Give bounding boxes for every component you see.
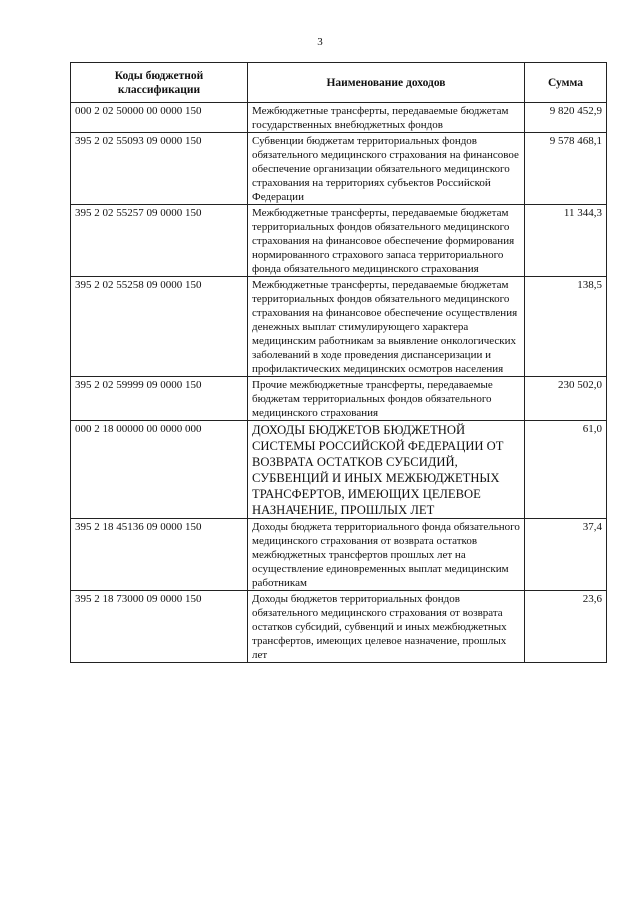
row-sum: 9 578 468,1 — [525, 133, 607, 205]
table-header-row — [71, 63, 607, 103]
row-code: 395 2 18 45136 09 0000 150 — [71, 519, 248, 591]
row-name: ДОХОДЫ БЮДЖЕТОВ БЮДЖЕТНОЙ СИСТЕМЫ РОССИЙСКОЙ ФЕДЕРАЦИИ ОТ ВОЗВРАТА ОСТАТКОВ СУБСИДИЙ, СУБВЕНЦИЙ И ИНЫХ МЕЖБЮДЖЕТНЫХ ТРАНСФЕРТОВ, ИМЕЮЩИХ ЦЕЛЕВОЕ НАЗНАЧЕНИЕ, ПРОШЛЫХ ЛЕТ — [248, 421, 525, 519]
row-name: Межбюджетные трансферты, передаваемые бюджетам территориальных фондов обязательного медицинского страхования на финансовое обеспечение формирования нормированного страхового запаса территориального фонда обязательного медицинского страхования — [248, 205, 525, 277]
row-code: 395 2 18 73000 09 0000 150 — [71, 591, 248, 663]
row-code: 000 2 02 50000 00 0000 150 — [71, 103, 248, 133]
row-name: Межбюджетные трансферты, передаваемые бюджетам государственных внебюджетных фондов — [248, 103, 525, 133]
header-code: Коды бюджетной классификации — [71, 63, 248, 103]
row-code: 395 2 02 59999 09 0000 150 — [71, 377, 248, 421]
row-code: 395 2 02 55093 09 0000 150 — [71, 133, 248, 205]
row-name: Субвенции бюджетам территориальных фондов обязательного медицинского страхования на финансовое обеспечение организации обязательного медицинского страхования на территориях субъектов Российской Федерации — [248, 133, 525, 205]
revenue-table — [70, 62, 607, 663]
row-sum: 9 820 452,9 — [525, 103, 607, 133]
table-row — [71, 133, 607, 205]
header-sum: Сумма — [525, 63, 607, 103]
row-name: Прочие межбюджетные трансферты, передаваемые бюджетам территориальных фондов обязательного медицинского страхования — [248, 377, 525, 421]
table-row — [71, 205, 607, 277]
table-row — [71, 519, 607, 591]
row-name: Доходы бюджета территориального фонда обязательного медицинского страхования от возврата остатков межбюджетных трансфертов прошлых лет на осуществление единовременных выплат медицинским работникам — [248, 519, 525, 591]
row-code: 395 2 02 55257 09 0000 150 — [71, 205, 248, 277]
table-row — [71, 377, 607, 421]
row-code: 000 2 18 00000 00 0000 000 — [71, 421, 248, 519]
row-sum: 230 502,0 — [525, 377, 607, 421]
row-sum: 23,6 — [525, 591, 607, 663]
row-sum: 138,5 — [525, 277, 607, 377]
header-name: Наименование доходов — [248, 63, 525, 103]
table-row — [71, 421, 607, 519]
table-row — [71, 103, 607, 133]
table-row — [71, 277, 607, 377]
row-code: 395 2 02 55258 09 0000 150 — [71, 277, 248, 377]
row-sum: 37,4 — [525, 519, 607, 591]
page-number: 3 — [317, 36, 323, 48]
row-name: Межбюджетные трансферты, передаваемые бюджетам территориальных фондов обязательного медицинского страхования на финансовое обеспечение осуществления денежных выплат стимулирующего характера медицинским работникам за выявление онкологических заболеваний в ходе проведения диспансеризации и профилактических медицинских осмотров населения — [248, 277, 525, 377]
row-sum: 61,0 — [525, 421, 607, 519]
table-row — [71, 591, 607, 663]
row-name: Доходы бюджетов территориальных фондов обязательного медицинского страхования от возврата остатков субсидий, субвенций и иных межбюджетных трансфертов, имеющих целевое назначение, прошлых лет — [248, 591, 525, 663]
row-sum: 11 344,3 — [525, 205, 607, 277]
